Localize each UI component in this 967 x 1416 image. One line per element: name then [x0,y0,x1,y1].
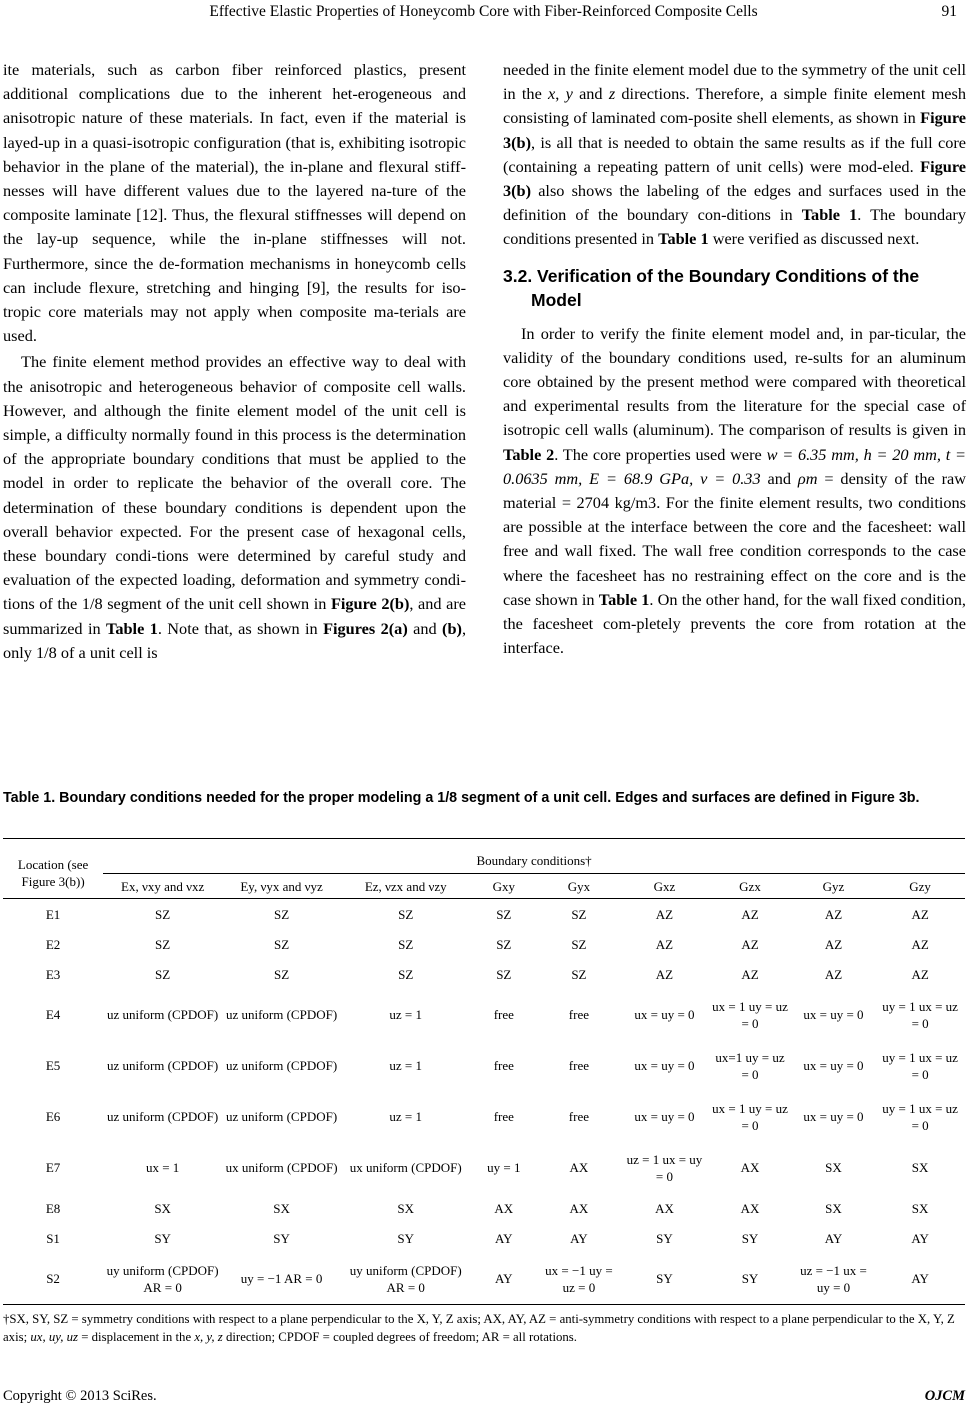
table-cell: AZ [655,906,674,922]
table-cell: SX [825,1160,842,1175]
table-cell: SX [273,1200,290,1216]
paragraph: needed in the finite element model due to the symmetry of the unit cell in the x, y and z directions. Therefore, a simple finite element mesh consisting of laminated com-posite shell elements, as shown in Figure 3(b), is all that is needed to obtain the same results as if the full core (containing a repeating pattern of unit cells) were mod-eled. Figure 3(b) also shows the labeling of the edges and surfaces used in the definition of the boundary con-ditions in Table 1. The boundary conditions presented in Table 1 were verified as discussed next. [503,60,966,249]
table-cell: AZ [911,966,929,982]
table-cell: SY [656,1230,673,1246]
table-cell: ux = uy = 0 [803,1058,864,1073]
table-cell: ux=1 uy = uz = 0 [715,1049,785,1082]
table-cell: free [493,1109,514,1124]
table-cell: uz = 1 ux = uy = 0 [626,1151,703,1184]
table-cell: SZ [398,906,414,922]
table-cell: uy uniform (CPDOF) AR = 0 [103,1253,222,1305]
table-cell: SX [911,1160,929,1175]
table-cell: uz = 1 [389,1058,423,1073]
table-ref: Table 1 [658,229,709,249]
table-cell: SZ [155,936,171,952]
paragraph: The finite element method provides an effective way to deal with the anisotropic and heterogeneous behavior of composite cell walls. However, and although the finite element model of the unit cell is simple, a difficulty normally found in this process is the determination of the appropriate boundary conditions that must be applied to the model in order to replicate the behavior of the overall core. The determination of these boundary conditions is dependent upon the overall behavior expected. For the present case of hexagonal cells, these boundary condi-tions were determined by careful study and evaluation of the expected loading, deformation and symmetry condi-tions of the 1/8 segment of the unit cell shown in Figure 2(b), and are summarized in Table 1. Note that, as shown in Figures 2(a) and (b), only 1/8 of a unit cell is [3,352,467,662]
table-cell: SZ [496,936,512,952]
left-column [3,58,466,665]
figure-ref: Figure 3(b) [503,156,966,201]
page-number: 91 [941,3,957,20]
table-cell: AX [569,1200,589,1216]
table-cell: SZ [155,906,171,922]
table-cell: SY [154,1230,171,1246]
table-cell: AY [570,1230,588,1246]
table-cell: AZ [911,936,929,952]
table-row [3,1040,965,1091]
table-cell: AZ [824,936,843,952]
table-cell: SZ [273,966,290,982]
row-location: E3 [45,966,61,982]
table-cell: uz uniform (CPDOF) [225,1007,338,1022]
table-ref: Table 2 [503,444,555,464]
copyright: Copyright © 2013 SciRes. [3,1388,157,1404]
journal-name: OJCM [924,1388,965,1404]
table-row [3,1193,965,1223]
table-cell: ux = uy = 0 [803,1109,864,1124]
running-title: Effective Elastic Properties of Honeycomb Core with Fiber-Reinforced Composite Cells [209,3,758,20]
table-cell: AZ [741,906,759,922]
table-cell: free [568,1007,589,1022]
table-cell: free [493,1007,514,1022]
table-cell: ux = uy = 0 [634,1109,695,1124]
table-cell: SZ [571,966,587,982]
table-cell: SX [154,1200,171,1216]
table-cell: SY [708,1253,791,1305]
table-cell: AX [494,1200,514,1216]
column-header: Gyx [537,874,620,899]
row-location: E7 [45,1160,61,1175]
table-cell: uy = 1 ux = uz = 0 [882,1049,958,1082]
table-cell: AZ [824,906,843,922]
table-cell: SY [273,1230,290,1246]
column-header: Ey, νyx and νyz [222,874,341,899]
table-cell: SZ [155,966,171,982]
table-row [3,1142,965,1193]
table-cell: AY [494,1230,513,1246]
table-cell: AZ [824,966,843,982]
location-header: Location (see Figure 3(b)) [3,839,103,899]
row-location: E5 [45,1058,61,1073]
boundary-conditions-table [3,838,965,1305]
table-cell: SY [397,1230,415,1246]
row-location: S1 [46,1230,60,1246]
table-cell: ux = uy = 0 [803,1007,864,1022]
table-cell: AX [740,1200,760,1216]
table-cell: uz uniform (CPDOF) [225,1109,338,1124]
column-header: Ex, νxy and νxz [103,874,222,899]
row-location: E1 [45,906,61,922]
table-cell: uy = 1 ux = uz = 0 [882,998,958,1031]
table-cell: free [493,1058,514,1073]
column-header: Gxy [470,874,537,899]
table-cell: SZ [571,906,587,922]
table-cell: uz uniform (CPDOF) [225,1058,338,1073]
figure-ref: (b) [442,618,462,638]
row-location: E8 [45,1200,61,1216]
table-cell: AY [824,1230,843,1246]
table-cell: ux uniform (CPDOF) [349,1160,462,1175]
table-cell: uy = 1 [487,1160,521,1175]
table-cell: SZ [398,966,414,982]
page-header [0,0,967,26]
table-cell: SZ [496,906,512,922]
group-header: Boundary conditions† [103,839,965,874]
table-row [3,1253,965,1305]
table-cell: SZ [496,966,512,982]
column-header: Gxz [621,874,709,899]
table-ref: Table 1 [106,618,158,638]
table-row [3,1223,965,1253]
table-cell: AY [911,1230,929,1246]
table-cell: SX [825,1200,842,1216]
table-cell: uz uniform (CPDOF) [107,1109,219,1124]
table-footnote: †SX, SY, SZ = symmetry conditions with respect to a plane perpendicular to the X, Y, Z axis; AX, AY, AZ = anti-symmetry conditions with respect to a plane perpendicular to the X, Y, Z axis; ux, uy, uz = displacement in the x, y, z direction; CPDOF = coupled degrees of freedom; AR = all rotations. [3,1312,955,1344]
paragraph: ite materials, such as carbon fiber reinforced plastics, present additional complications due to the inherent het-erogeneous and anisotropic nature of these materials. In fact, even if the material is layed-up in a quasi-isotropic configuration (that is, exhibiting isotropic behavior in the plane of the material), the in-plane and flexural stiff-nesses will have different values due to the layered na-ture of the composite laminate [12]. Thus, the flexural stiffnesses will depend on the lay-up sequence, while the in-plane stiffnesses will not. Furthermore, since the de-formation mechanisms in honeycomb cells can include flexure, stretching and hinging [9], the results for iso-tropic core materials may not apply when composite ma-terials are used. [3,60,466,346]
table-cell: SX [911,1200,929,1216]
table-cell: ux = 1 uy = uz = 0 [712,998,788,1031]
paragraph: In order to verify the finite element model and, in par-ticular, the validity of the boundary conditions used, re-sults for an aluminum core obtained by the present method were compared with theoretical and experimental results from the literature for the special case of isotropic cell walls (aluminum). The comparison of results is given in Table 2. The core properties used were w = 6.35 mm, h = 20 mm, t = 0.0635 mm, E = 68.9 GPa, ν = 0.33 and ρm = density of the raw material = 2704 kg/m3. For the finite element results, two conditions are possible at the interface between the core and the facesheet: wall free and wall fixed. The wall free condition corresponds to the case where the facesheet has no restraining effect on the core and is the case shown in Table 1. On the other hand, for the wall fixed condition, the facesheet com-pletely prevents the core from rotation at the interface. [503,323,966,658]
table-cell: ux = uy = 0 [634,1058,695,1073]
table-cell: SZ [398,936,414,952]
table-cell: ux = −1 uy = uz = 0 [537,1253,620,1305]
table-cell: AY [875,1253,965,1305]
table-cell: SX [397,1200,415,1216]
table-cell: SZ [571,936,587,952]
table-ref: Table 1 [598,589,650,609]
row-location: S2 [3,1253,103,1305]
table-cell: AX [655,1200,674,1216]
table-cell: AY [470,1253,537,1305]
table-cell: uz uniform (CPDOF) [107,1058,219,1073]
table-cell: AZ [911,906,929,922]
table-cell: uz = −1 ux = uy = 0 [792,1253,875,1305]
table-cell: free [568,1109,589,1124]
table-cell: SY [621,1253,709,1305]
table-cell: SZ [273,906,290,922]
table-cell: uz = 1 [389,1007,423,1022]
table-cell: uy uniform (CPDOF) AR = 0 [341,1253,470,1305]
table-cell: ux uniform (CPDOF) [225,1160,338,1175]
table-cell: uz uniform (CPDOF) [107,1007,219,1022]
figure-ref: Figure 2(b) [330,594,410,614]
table-cell: AZ [655,966,674,982]
table-row [3,899,965,930]
table-cell: uy = 1 ux = uz = 0 [882,1100,958,1133]
column-header: Ez, νzx and νzy [341,874,470,899]
table-cell: uy = −1 AR = 0 [222,1253,341,1305]
table-caption: Table 1. Boundary conditions needed for the proper modeling a 1/8 segment of a unit cell. Edges and surfaces are defined in Figure 3b. [3,790,920,806]
row-location: E4 [45,1007,61,1022]
table-cell: uz = 1 [389,1109,423,1124]
column-header: Gzx [708,874,791,899]
table-cell: AX [569,1160,589,1175]
table-cell: ux = uy = 0 [634,1007,695,1022]
table-row [3,1091,965,1142]
table-cell: AZ [741,936,759,952]
table-cell: SY [741,1230,759,1246]
table-row [3,989,965,1040]
table-cell: SZ [273,936,290,952]
table-cell: free [568,1058,589,1073]
table-cell: AX [740,1160,760,1175]
table-cell: ux = 1 uy = uz = 0 [712,1100,788,1133]
right-column [503,58,966,660]
table-cell: ux = 1 [145,1160,180,1175]
table-row [3,929,965,959]
row-location: E2 [45,936,61,952]
table-ref: Table 1 [801,205,858,225]
section-heading: 3.2. Verification of the Boundary Conditions of the Model [503,265,920,310]
table-row [3,959,965,989]
table-cell: AZ [741,966,759,982]
figure-ref: Figure 3(b) [503,108,966,152]
figure-ref: Figures 2(a) [323,618,408,638]
column-header: Gyz [792,874,875,899]
table-cell: AZ [655,936,674,952]
row-location: E6 [45,1109,61,1124]
column-header: Gzy [875,874,965,899]
